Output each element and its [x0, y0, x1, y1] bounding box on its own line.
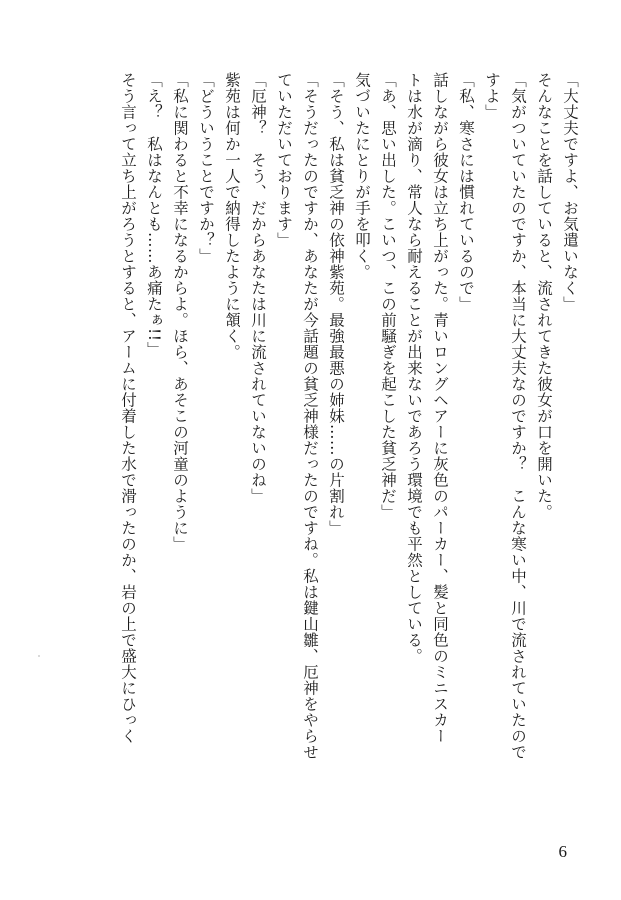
- text-line: 「私に関わると不幸になるからよ。ほら、あそこの河童のように」: [171, 72, 189, 552]
- vertical-text-body: [23, 72, 583, 832]
- text-line: 紫苑は何か一人で納得したように頷く。: [223, 72, 241, 360]
- text-line: 「そうだったのですか、あなたが今話題の貧乏神様だったのですね。私は鍵山雛、厄神をやらせ: [301, 72, 319, 760]
- text-line: そう言って立ち上がろうとすると、アームに付着した水で滑ったのか、岩の上で盛大にひっく: [119, 72, 137, 744]
- text-line: 「そう、私は貧乏神の依神紫苑。最強最悪の姉妹……の片割れ」: [327, 72, 345, 536]
- text-line: 「大丈夫ですよ、お気遣いなく」: [561, 72, 579, 312]
- text-line: 「厄神？ そう、だからあなたは川に流されていないのね」: [249, 72, 267, 504]
- text-line: 話しながら彼女は立ち上がった。青いロングヘアーに灰色のパーカー、髪と同色のミニスカー: [431, 72, 449, 744]
- text-line: 気づいたにとりが手を叩く。: [353, 72, 371, 280]
- text-line: そんなことを話していると、流されてきた彼女が口を開いた。: [535, 72, 553, 520]
- text-line: 「え？ 私はなんとも……あ痛たぁ!!」: [145, 72, 163, 358]
- text-line: 「どういうことですか？」: [197, 72, 215, 264]
- text-line: 「気がついていたのですか、本当に大丈夫なのですか？ こんな寒い中、川で流されていたので: [509, 72, 527, 760]
- paper-speck: [38, 655, 40, 657]
- text-line: 「私、寒さには慣れているので」: [457, 72, 475, 312]
- text-line: ていただいております」: [275, 72, 293, 248]
- text-line: トは水が滴り、常人なら耐えることが出来ないであろう環境でも平然としている。: [405, 72, 423, 664]
- page-number: 6: [558, 842, 567, 861]
- text-line: すよ」: [483, 72, 501, 120]
- text-line: 「あ、思い出した。こいつ、この前騒ぎを起こした貧乏神だ」: [379, 72, 397, 520]
